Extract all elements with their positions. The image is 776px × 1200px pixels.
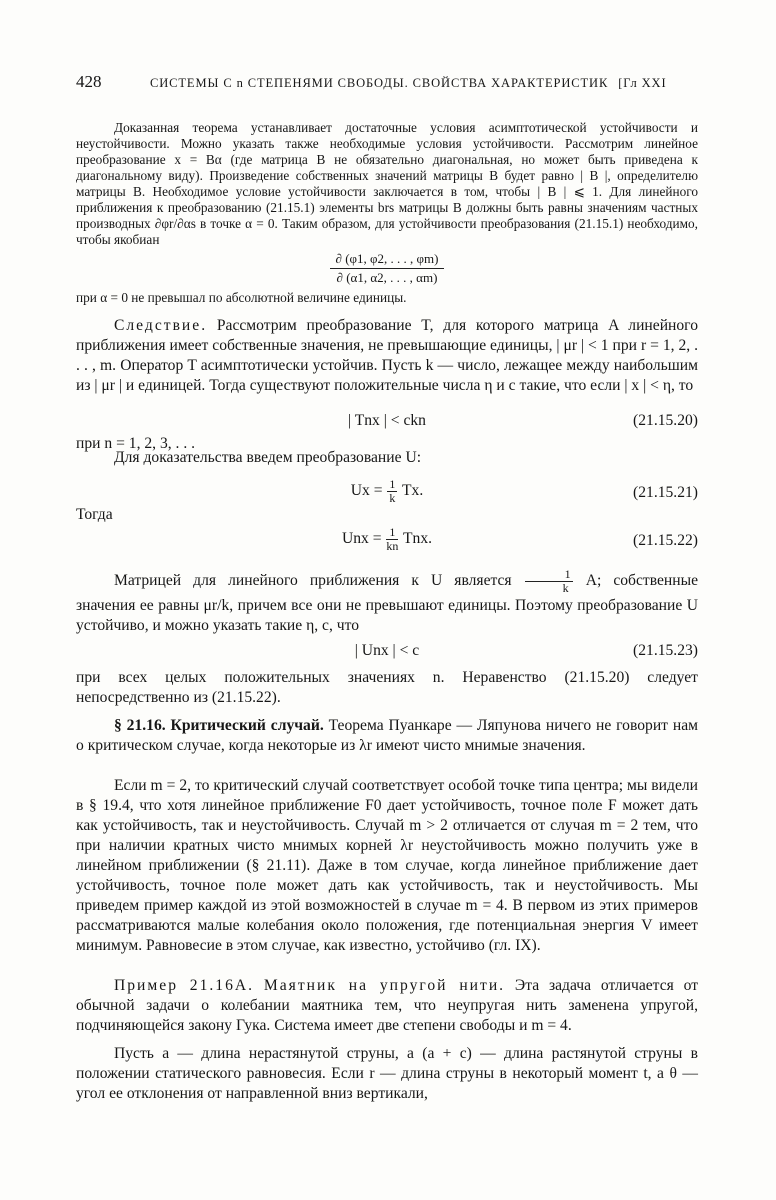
- matrix-paragraph-rest: значения ее равны μr/k, причем все они не превышают единицы. Поэтому преобразование U устойчиво, и можно указать такие η, c, что: [76, 597, 698, 634]
- jacobian-condition: при α = 0 не превышал по абсолютной величине единицы.: [76, 290, 407, 305]
- matrix-paragraph-line1: Матрицей для линейного приближения к U является $\frac{1}{k}$ A; собственные: [114, 567, 698, 595]
- example-label: Пример 21.16А.: [114, 977, 255, 994]
- string-length-paragraph: Пусть a — длина нерастянутой струны, а (a + c) — длина растянутой струны в положении статического равновесия. Если r — длина струны в некоторый момент t, а θ — угол ее отклонения от направленной вниз вертикали,: [76, 1045, 698, 1102]
- equation-21-15-22: [76, 524, 698, 558]
- example-title: Маятник на упругой нити.: [263, 977, 506, 994]
- section-21-16-paragraph: § 21.16. Критический случай. Теорема Пуанкаре — Ляпунова ничего не говорит нам о критическом случае, когда некоторые из λr имеют чисто мнимые значения.: [76, 717, 698, 754]
- equation-number: (21.15.21): [633, 484, 698, 501]
- jacobian-denominator: ∂ (α1, α2, . . . , αm): [336, 270, 438, 285]
- critical-case-paragraph: Если m = 2, то критический случай соответствует особой точке типа центра; мы видели в § 19.4, что хотя линейное приближение F0 дает устойчивость, точное поле F может дать как устойчивость, так и неустойчивость. Случай m > 2 отличается от случая m = 2 тем, что при наличии кратных чисто мнимых корней λr неустойчивость можно получить уже в линейном приближении (§ 21.11). Даже в том случае, когда линейное приближение дает устойчивость, точное поле может дать как устойчивость, так и неустойчивость. Мы приведем пример каждой из этой возможностей в случае m = 4. В первом из этих примеров рассматриваются малые колебания около положения, где потенциальная энергия V имеет минимум. Равновесие в этом случае, как известно, устойчиво (гл. IX).: [76, 777, 698, 954]
- section-title: § 21.16. Критический случай.: [114, 717, 324, 734]
- page-number: 428: [76, 72, 102, 91]
- chapter-reference: [Гл XXI: [618, 76, 667, 90]
- jacobian-numerator: ∂ (φ1, φ2, . . . , φm): [330, 250, 445, 269]
- equation-expression: Ux = $\frac{1}{k}$ Tx.: [350, 477, 424, 505]
- equation-21-15-20: [76, 410, 698, 436]
- theorem-discussion-paragraph: Доказанная теорема устанавливает достаточные условия асимптотической устойчивости и неустойчивости. Можно указать также необходимые условия устойчивости. Рассмотрим линейное преобразование x = Bα (где матрица B не обязательно диагональная, но может быть приведена к диагональному виду). Произведение собственных значений матрицы B будет равно | B |, определителю матрицы B. Необходимое условие устойчивости заключается в том, чтобы | B | ⩽ 1. Для линейного приближения к преобразованию (21.15.1) элементы brs матрицы B должны быть равны значениям частных производных ∂φr/∂αs в точке α = 0. Таким образом, для устойчивости преобразования (21.15.1) необходимо, чтобы якобиан: [76, 120, 698, 247]
- equation-number: (21.15.23): [633, 642, 698, 659]
- corollary-paragraph: [76, 316, 698, 396]
- jacobian-formula: [76, 250, 698, 287]
- then-label: Тогда: [76, 506, 113, 523]
- running-head: СИСТЕМЫ С n СТЕПЕНЯМИ СВОБОДЫ. СВОЙСТВА ХАРАКТЕРИСТИК: [150, 76, 609, 90]
- example-paragraph: Пример 21.16А. Маятник на упругой нити. Эта задача отличается от обычной задачи о колебании маятника тем, что неупругая нить заменена упругой, подчиняющейся закону Гука. Система имеет две степени свободы и m = 4.: [76, 977, 699, 1034]
- equation-expression: | Unx | < c: [354, 642, 420, 659]
- equation-expression: | Tnx | < ckn: [348, 412, 426, 429]
- equation-expression: Unx = $\frac{1}{kn}$ Tnx.: [341, 525, 433, 553]
- equation-number: (21.15.20): [633, 412, 698, 429]
- conclusion-paragraph: при всех целых положительных значениях n. Неравенство (21.15.20) следует непосредственно из (21.15.22).: [76, 669, 698, 706]
- corollary-text: Рассмотрим преобразование T, для которого матрица A линейного приближения имеет собственные значения, не превышающие единицы, | μr | < 1 при r = 1, 2, . . . , m. Оператор T асимптотически устойчив. Пусть k — число, лежащее между наибольшим из | μr | и единицей. Тогда существуют положительные числа η и c такие, что если | x | < η, то: [76, 317, 698, 394]
- equation-number: (21.15.22): [633, 532, 698, 549]
- corollary-label: Следствие.: [114, 317, 208, 334]
- equation-21-15-23: [76, 640, 698, 666]
- proof-intro: Для доказательства введем преобразование U:: [114, 449, 422, 466]
- after-equation-text: при n = 1, 2, 3, . . .: [76, 435, 196, 452]
- page-header: [76, 72, 698, 92]
